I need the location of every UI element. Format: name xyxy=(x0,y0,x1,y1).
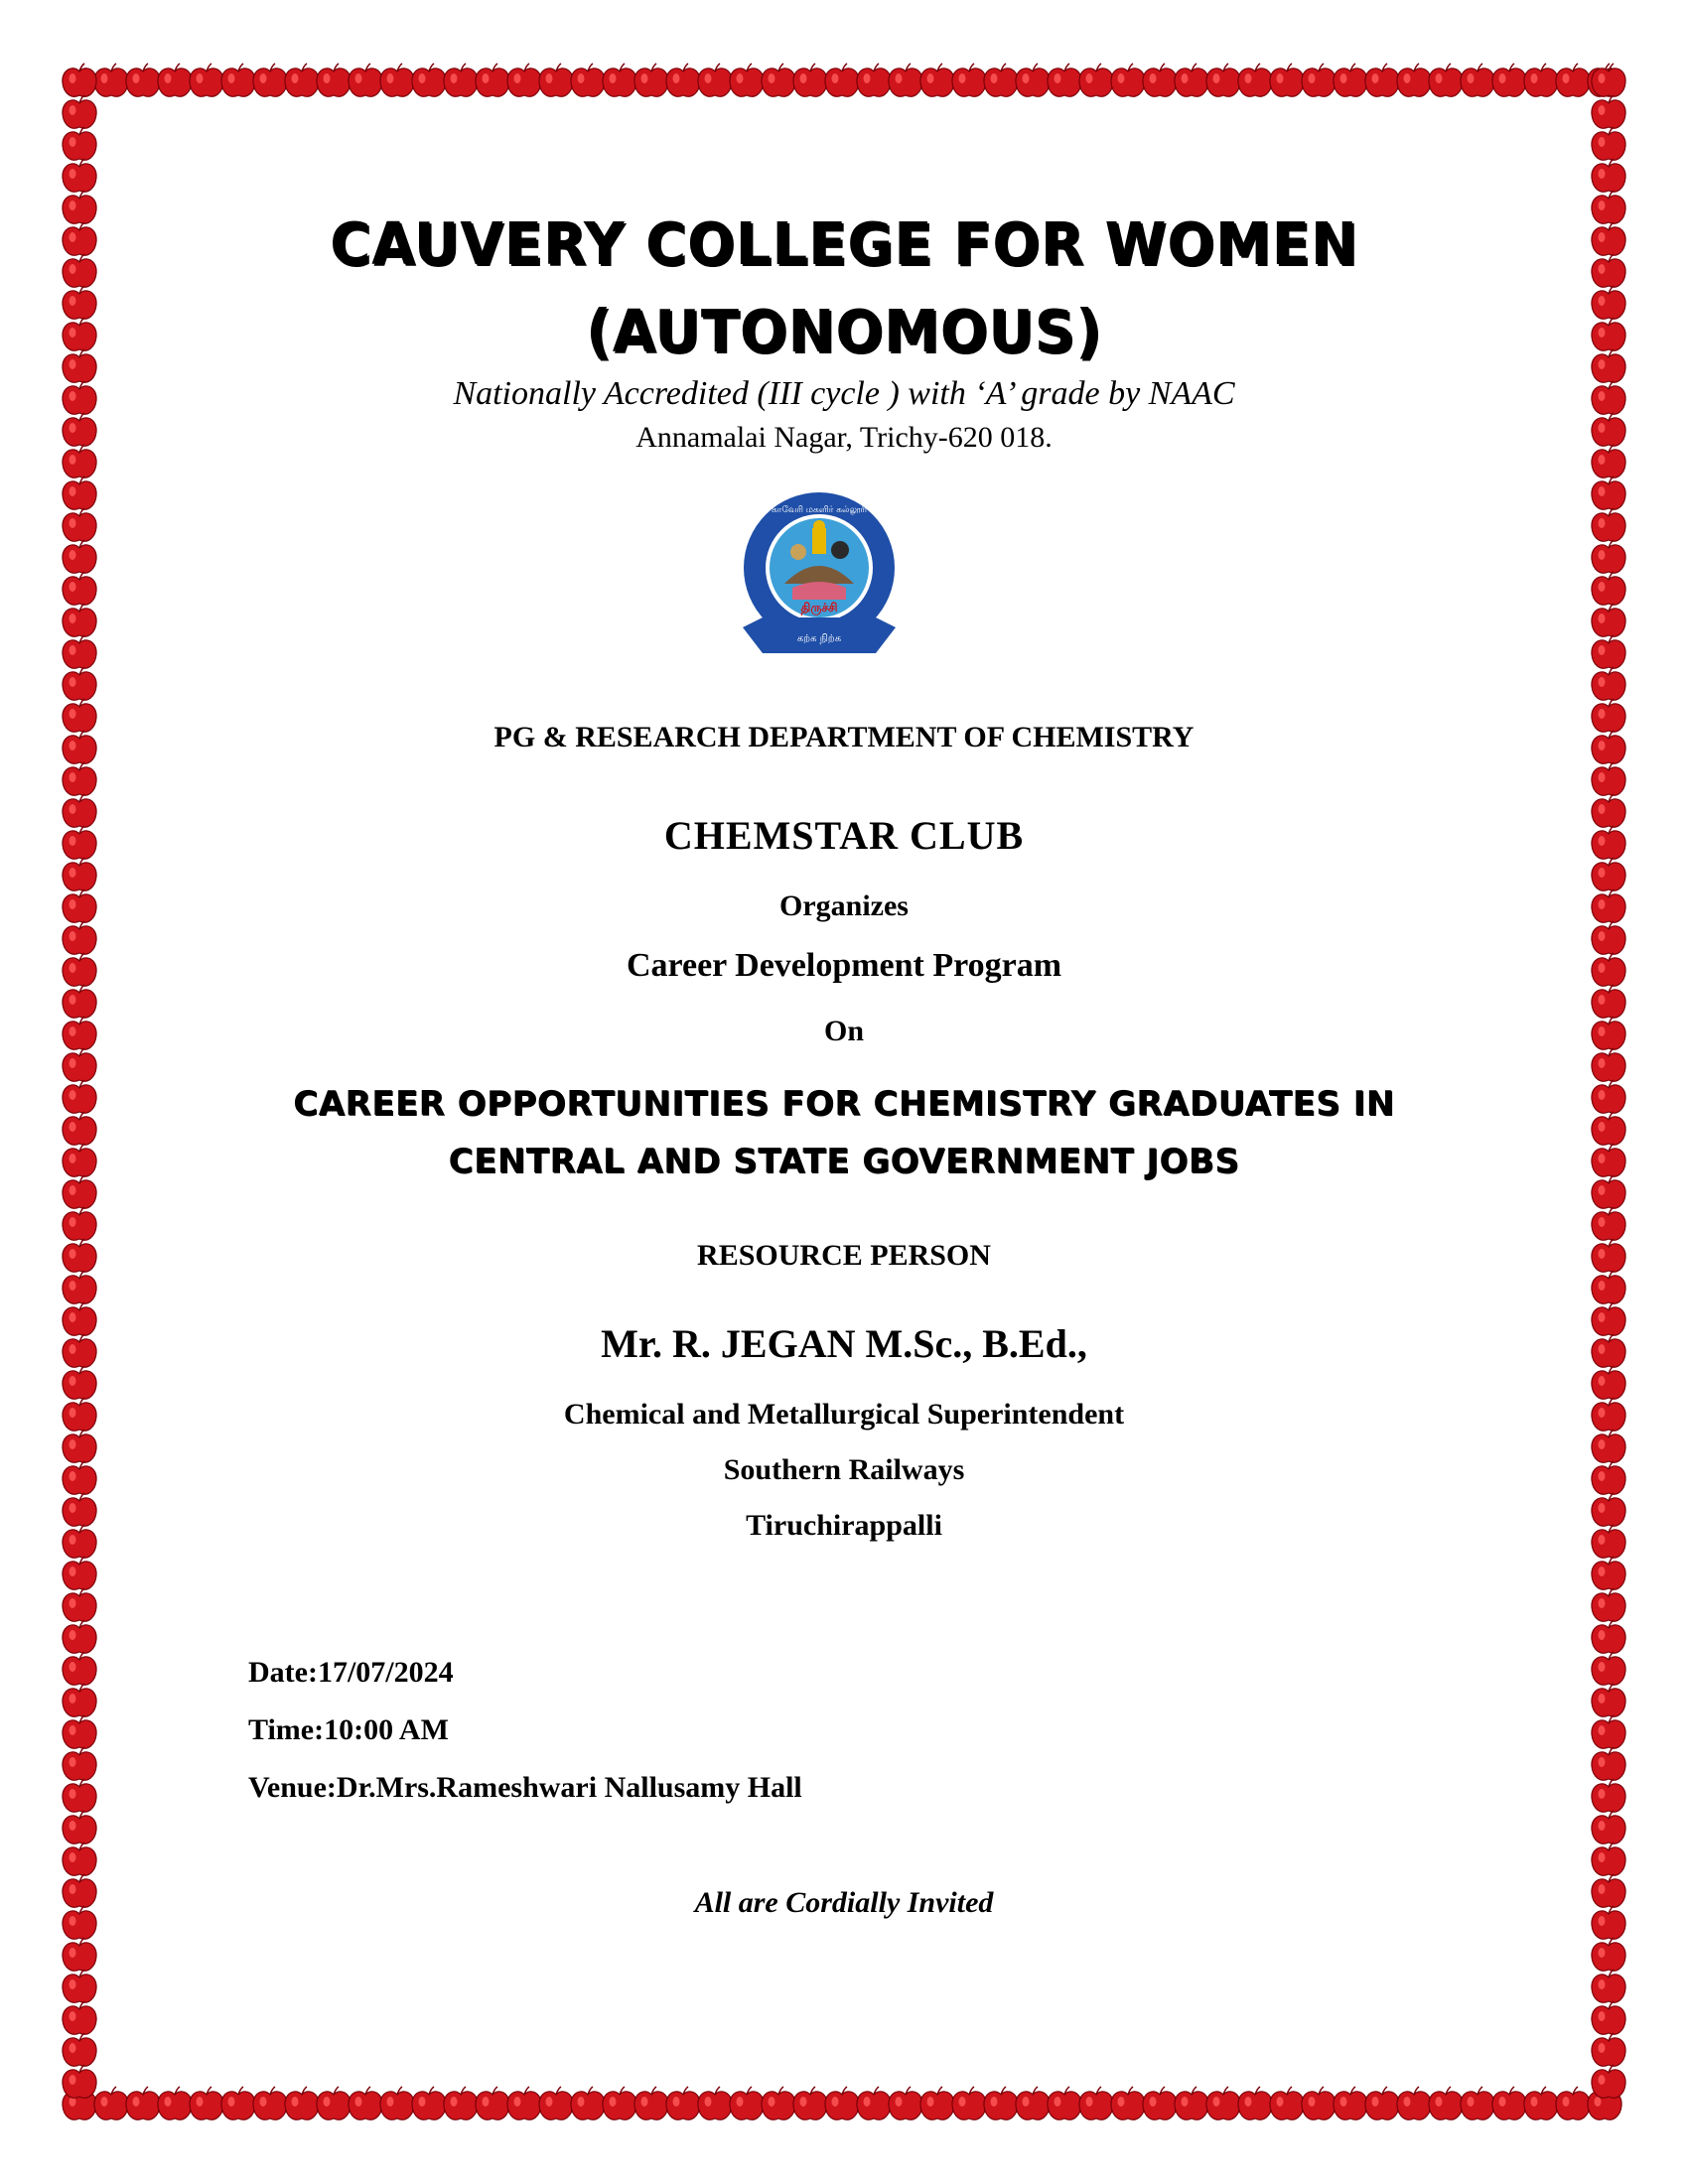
apple-icon xyxy=(63,604,96,636)
apple-icon xyxy=(1592,1557,1625,1589)
apple-icon xyxy=(63,1715,96,1748)
apple-icon xyxy=(507,2087,541,2119)
apple-icon xyxy=(349,64,382,96)
apple-icon xyxy=(94,64,128,96)
apple-icon xyxy=(63,572,96,605)
resource-name: Mr. R. JEGAN M.Sc., B.Ed., xyxy=(601,1321,1087,1366)
apple-icon xyxy=(1592,858,1625,890)
apple-icon xyxy=(285,2087,319,2119)
apple-icon xyxy=(63,2065,96,2098)
apple-icon xyxy=(63,1366,96,1399)
apple-icon xyxy=(1111,2087,1145,2119)
border-top-apples xyxy=(60,62,1628,101)
apple-icon xyxy=(1592,1684,1625,1716)
apple-icon xyxy=(1429,64,1463,96)
apple-icon xyxy=(1592,2065,1625,2098)
event-venue: Venue:Dr.Mrs.Rameshwari Nallusamy Hall xyxy=(248,1771,802,1804)
apple-icon xyxy=(1143,64,1177,96)
apple-icon xyxy=(730,64,764,96)
apple-icon xyxy=(634,64,668,96)
apple-icon xyxy=(825,64,859,96)
program-title: Career Development Program xyxy=(626,947,1062,984)
apple-icon xyxy=(63,64,96,96)
apple-icon xyxy=(63,2033,96,2066)
apple-icon xyxy=(63,985,96,1018)
apple-icon xyxy=(63,1747,96,1780)
apple-icon xyxy=(889,64,922,96)
apple-icon xyxy=(63,635,96,668)
apple-icon xyxy=(1270,2087,1304,2119)
apple-icon xyxy=(1592,572,1625,605)
apple-icon xyxy=(1592,985,1625,1018)
apple-icon xyxy=(94,2087,128,2119)
apple-icon xyxy=(1592,540,1625,573)
apple-icon xyxy=(825,2087,859,2119)
resource-organization: Southern Railways xyxy=(723,1453,965,1486)
topic-line-2: CENTRAL AND STATE GOVERNMENT JOBS xyxy=(448,1142,1240,1181)
seal-text-top: காவேரி மகளிர் கல்லூரி xyxy=(771,505,868,515)
apple-icon xyxy=(63,1938,96,1971)
apple-icon xyxy=(1592,604,1625,636)
apple-icon xyxy=(603,64,636,96)
apple-icon xyxy=(63,1684,96,1716)
apple-icon xyxy=(63,508,96,541)
apple-icon xyxy=(1397,64,1431,96)
event-time: Time:10:00 AM xyxy=(248,1713,449,1746)
border-top xyxy=(60,62,1628,101)
apple-icon xyxy=(63,1620,96,1653)
apple-icon xyxy=(63,1811,96,1843)
apple-icon xyxy=(1592,1048,1625,1081)
apple-icon xyxy=(190,64,223,96)
apple-icon xyxy=(444,64,478,96)
apple-icon xyxy=(698,2087,732,2119)
apple-icon xyxy=(793,64,827,96)
apple-icon xyxy=(1206,2087,1240,2119)
apple-icon xyxy=(1016,2087,1050,2119)
apple-icon xyxy=(1238,64,1272,96)
apple-icon xyxy=(1592,1652,1625,1685)
apple-icon xyxy=(857,2087,891,2119)
apple-icon xyxy=(63,1588,96,1621)
seal-text-mid: திருச்சி xyxy=(800,601,838,614)
apple-icon xyxy=(476,64,509,96)
topic-line-1: CAREER OPPORTUNITIES FOR CHEMISTRY GRADUATES IN xyxy=(293,1084,1395,1124)
apple-icon xyxy=(857,64,891,96)
apple-icon xyxy=(762,64,795,96)
apple-icon xyxy=(1365,64,1399,96)
college-status: (AUTONOMOUS) xyxy=(586,298,1102,366)
apple-icon xyxy=(1016,64,1050,96)
club-name: CHEMSTAR CLUB xyxy=(663,813,1025,858)
apple-icon xyxy=(920,64,954,96)
apple-icon xyxy=(317,64,351,96)
apple-icon xyxy=(539,2087,573,2119)
apple-icon xyxy=(1592,1620,1625,1653)
department-name: PG & RESEARCH DEPARTMENT OF CHEMISTRY xyxy=(493,721,1195,753)
apple-icon xyxy=(1524,64,1558,96)
invitation-text: All are Cordially Invited xyxy=(694,1886,994,1919)
apple-icon xyxy=(1592,1271,1625,1303)
apple-icon xyxy=(1429,2087,1463,2119)
apple-icon xyxy=(952,64,986,96)
apple-icon xyxy=(984,2087,1018,2119)
apple-icon xyxy=(1334,64,1367,96)
apple-icon xyxy=(412,64,446,96)
apple-icon xyxy=(63,1779,96,1812)
apple-icon xyxy=(190,2087,223,2119)
apple-icon xyxy=(63,858,96,890)
apple-icon xyxy=(571,2087,605,2119)
apple-icon xyxy=(63,159,96,192)
apple-icon xyxy=(1079,2087,1113,2119)
resource-heading: RESOURCE PERSON xyxy=(697,1239,991,1272)
apple-icon xyxy=(1592,635,1625,668)
apple-icon xyxy=(126,2087,160,2119)
apple-icon xyxy=(1048,2087,1081,2119)
apple-icon xyxy=(63,1557,96,1589)
apple-icon xyxy=(221,2087,255,2119)
apple-icon xyxy=(1238,2087,1272,2119)
apple-icon xyxy=(63,95,96,128)
apple-icon xyxy=(126,64,160,96)
apple-icon xyxy=(1143,2087,1177,2119)
apple-icon xyxy=(984,64,1018,96)
apple-icon xyxy=(793,2087,827,2119)
border-bottom-apples xyxy=(60,2085,1628,2124)
apple-icon xyxy=(253,2087,287,2119)
apple-icon xyxy=(1334,2087,1367,2119)
apple-icon xyxy=(1592,762,1625,795)
apple-icon xyxy=(1397,2087,1431,2119)
apple-icon xyxy=(1592,127,1625,160)
border-bottom xyxy=(60,2085,1628,2124)
apple-icon xyxy=(63,127,96,160)
apple-icon xyxy=(63,1207,96,1240)
apple-icon xyxy=(571,64,605,96)
apple-icon xyxy=(1592,1938,1625,1971)
apple-icon xyxy=(1365,2087,1399,2119)
apple-icon xyxy=(1206,64,1240,96)
apple-icon xyxy=(63,2001,96,2034)
organizes-text: Organizes xyxy=(779,889,909,922)
apple-icon xyxy=(1302,2087,1336,2119)
apple-icon xyxy=(1592,95,1625,128)
apple-icon xyxy=(507,64,541,96)
apple-icon xyxy=(698,64,732,96)
apple-icon xyxy=(1592,64,1625,96)
on-text: On xyxy=(823,1015,865,1047)
apple-icon xyxy=(1592,2001,1625,2034)
apple-icon xyxy=(666,2087,700,2119)
accreditation-text: Nationally Accredited (III cycle ) with ‘A’ grade by NAAC xyxy=(453,375,1235,412)
apple-icon xyxy=(412,2087,446,2119)
apple-icon xyxy=(730,2087,764,2119)
apple-icon xyxy=(476,2087,509,2119)
apple-icon xyxy=(158,64,192,96)
apple-icon xyxy=(63,667,96,700)
apple-icon xyxy=(1592,1715,1625,1748)
apple-icon xyxy=(63,540,96,573)
seal-ribbon-text: கற்க நிற்க xyxy=(796,633,842,644)
apple-icon xyxy=(285,64,319,96)
apple-icon xyxy=(1079,64,1113,96)
apple-icon xyxy=(1592,1970,1625,2002)
resource-designation: Chemical and Metallurgical Superintendent xyxy=(563,1398,1125,1431)
apple-icon xyxy=(1592,1811,1625,1843)
apple-icon xyxy=(63,1970,96,2002)
apple-icon xyxy=(158,2087,192,2119)
apple-icon xyxy=(1302,64,1336,96)
apple-icon xyxy=(889,2087,922,2119)
apple-icon xyxy=(920,2087,954,2119)
apple-icon xyxy=(380,64,414,96)
apple-icon xyxy=(1175,64,1208,96)
apple-icon xyxy=(539,64,573,96)
apple-icon xyxy=(380,2087,414,2119)
apple-icon xyxy=(1592,1366,1625,1399)
apple-icon xyxy=(63,1652,96,1685)
apple-icon xyxy=(317,2087,351,2119)
apple-icon xyxy=(1592,1843,1625,1875)
apple-icon xyxy=(1492,64,1526,96)
apple-icon xyxy=(63,762,96,795)
apple-icon xyxy=(1492,2087,1526,2119)
college-address: Annamalai Nagar, Trichy-620 018. xyxy=(635,421,1053,454)
apple-icon xyxy=(1592,477,1625,509)
apple-icon xyxy=(1111,64,1145,96)
apple-icon xyxy=(1270,64,1304,96)
apple-icon xyxy=(63,1271,96,1303)
apple-icon xyxy=(349,2087,382,2119)
college-emblem-icon xyxy=(733,488,906,665)
apple-icon xyxy=(63,1048,96,1081)
apple-icon xyxy=(1592,1779,1625,1812)
apple-icon xyxy=(603,2087,636,2119)
college-name: CAUVERY COLLEGE FOR WOMEN xyxy=(330,210,1358,279)
apple-icon xyxy=(762,2087,795,2119)
apple-icon xyxy=(444,2087,478,2119)
apple-icon xyxy=(1524,2087,1558,2119)
apple-icon xyxy=(1592,2033,1625,2066)
apple-icon xyxy=(63,1843,96,1875)
event-date: Date:17/07/2024 xyxy=(248,1656,454,1689)
apple-icon xyxy=(1461,64,1494,96)
apple-icon xyxy=(1592,508,1625,541)
apple-icon xyxy=(1556,2087,1590,2119)
apple-icon xyxy=(1556,64,1590,96)
resource-city: Tiruchirappalli xyxy=(746,1509,942,1542)
apple-icon xyxy=(1461,2087,1494,2119)
apple-icon xyxy=(666,64,700,96)
apple-icon xyxy=(1175,2087,1208,2119)
apple-icon xyxy=(1592,667,1625,700)
apple-icon xyxy=(1592,1747,1625,1780)
apple-icon xyxy=(952,2087,986,2119)
apple-icon xyxy=(634,2087,668,2119)
apple-icon xyxy=(1048,64,1081,96)
apple-icon xyxy=(253,64,287,96)
apple-icon xyxy=(63,477,96,509)
apple-icon xyxy=(1592,1588,1625,1621)
apple-icon xyxy=(1592,159,1625,192)
apple-icon xyxy=(1592,1207,1625,1240)
apple-icon xyxy=(221,64,255,96)
